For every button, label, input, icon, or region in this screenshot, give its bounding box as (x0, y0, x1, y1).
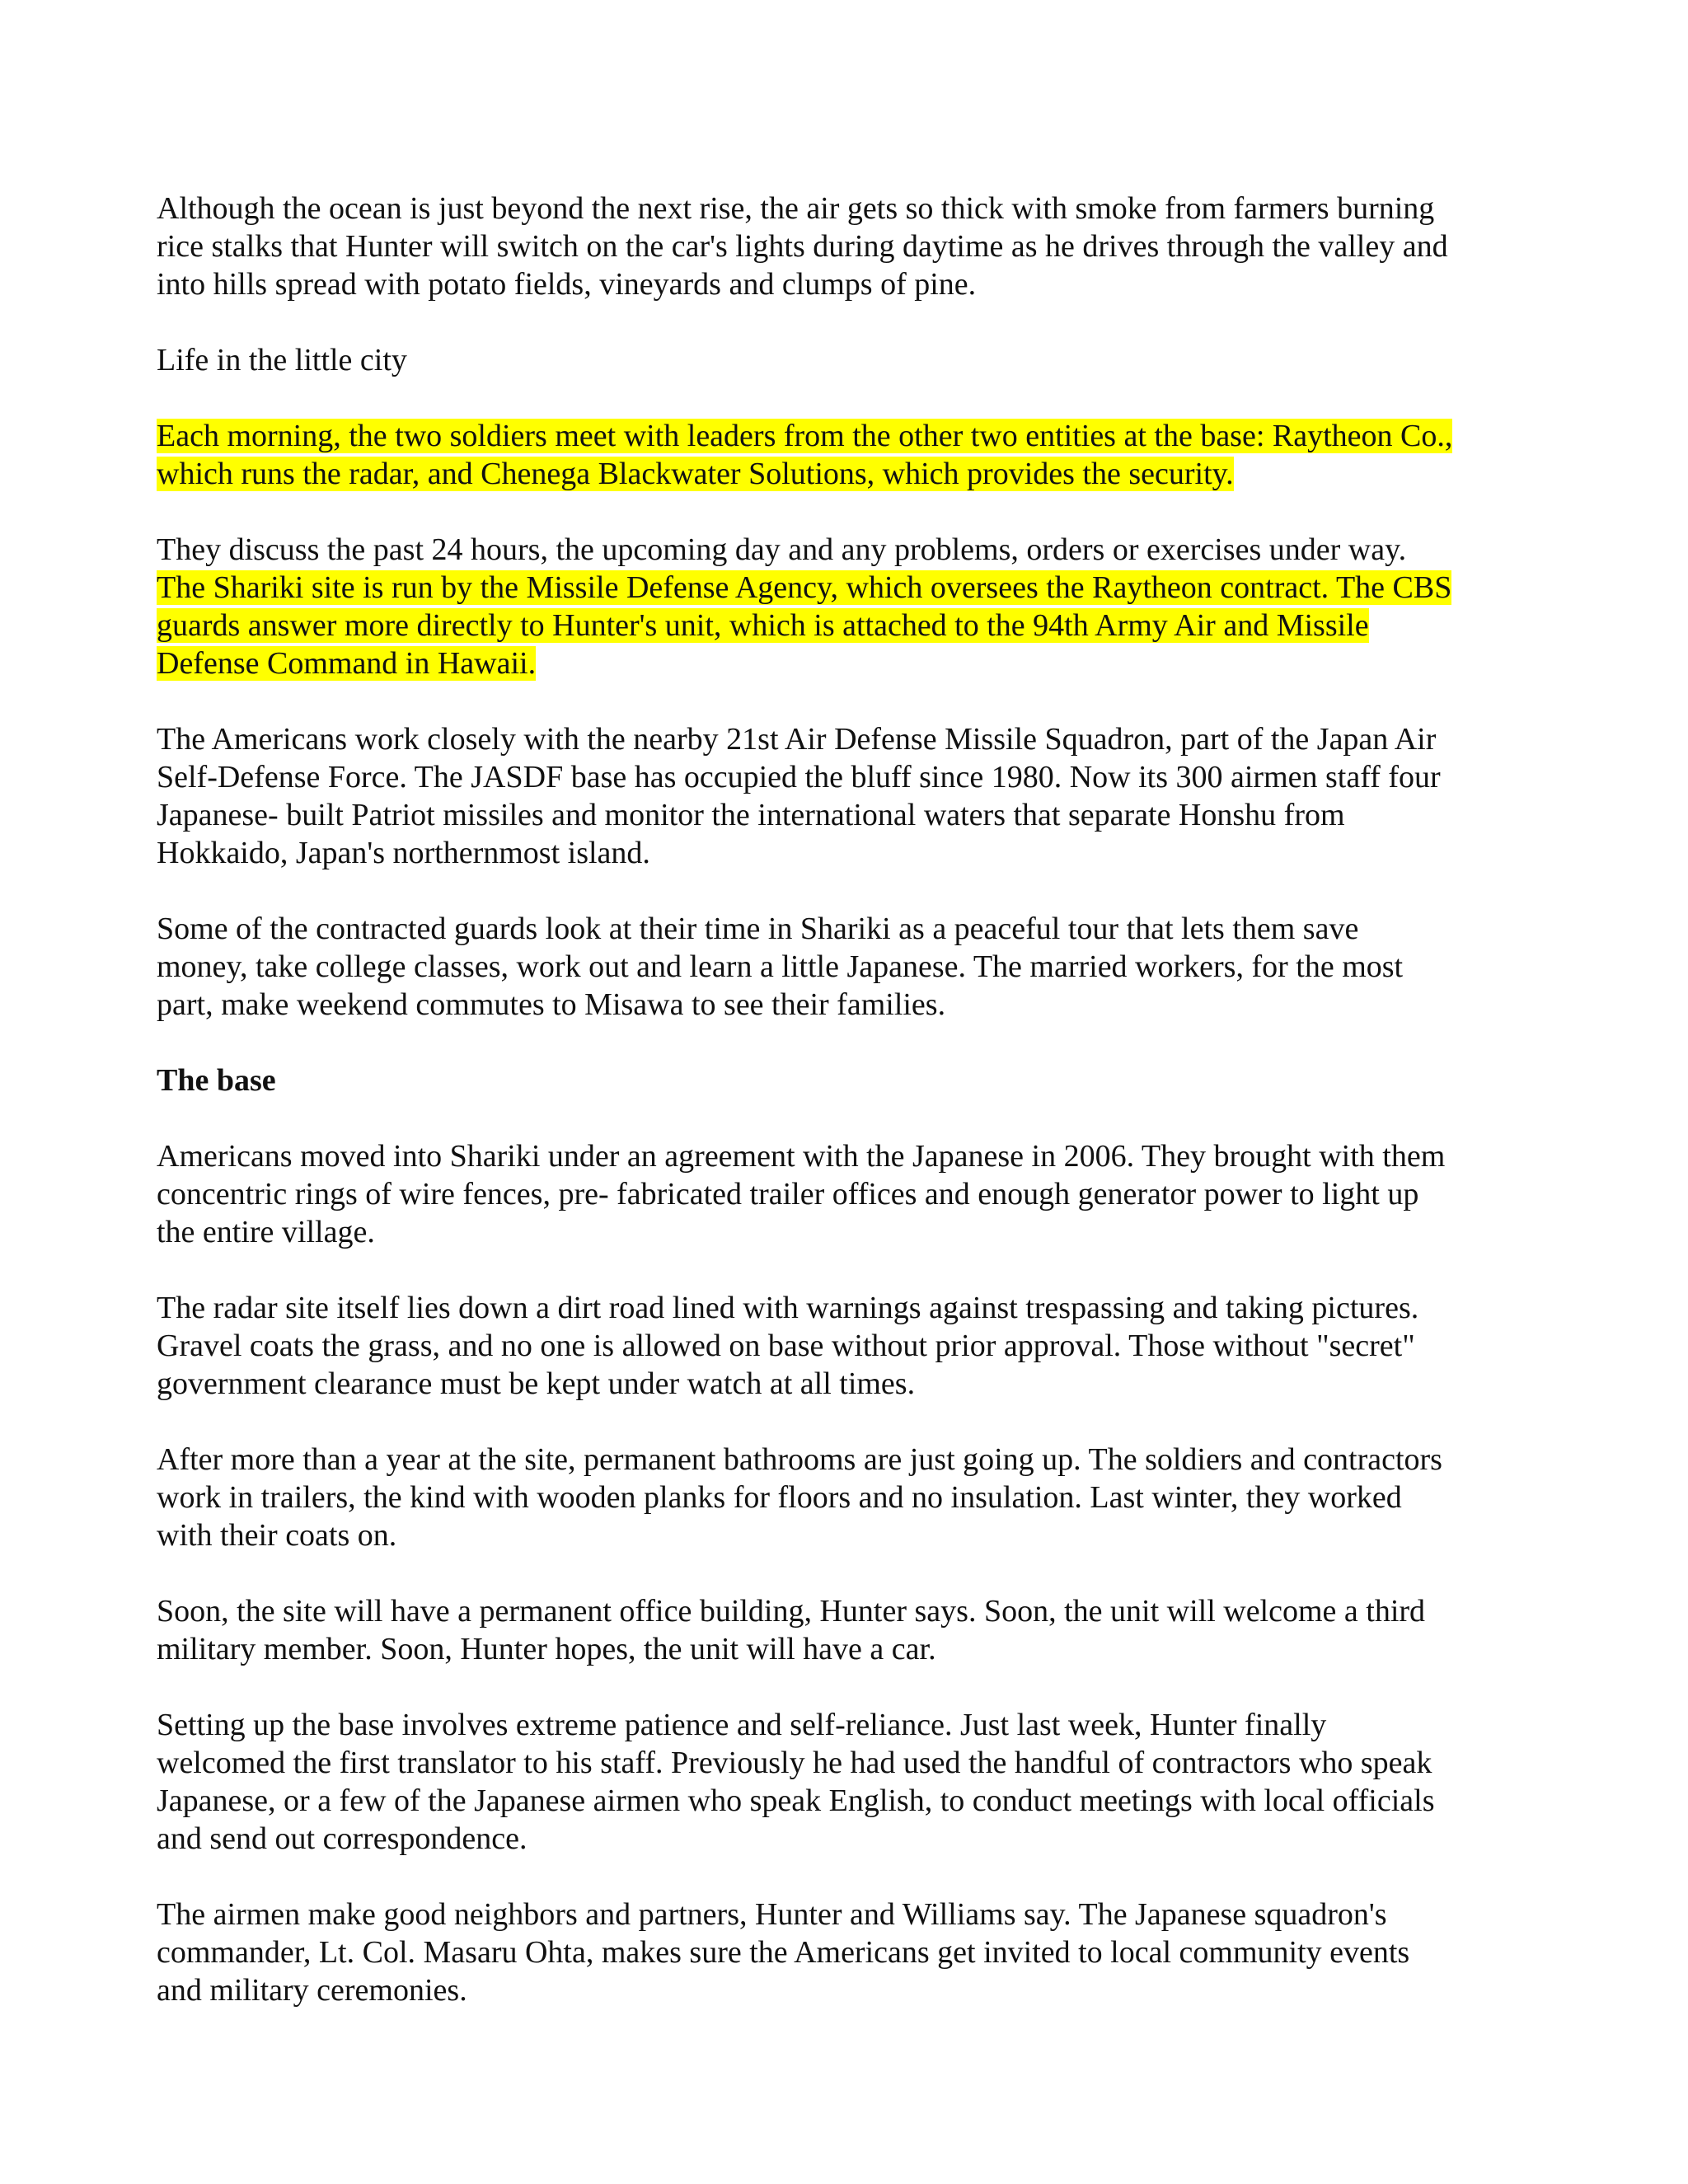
text-line: Japanese, or a few of the Japanese airmen who speak English, to conduct meetings with local officials (157, 1783, 1435, 1818)
paragraph-soon (157, 1592, 1541, 1668)
highlighted-text-line: The Shariki site is run by the Missile Defense Agency, which oversees the Raytheon contract. The CBS (157, 570, 1452, 605)
text-line: and military ceremonies. (157, 1973, 467, 2008)
text-line: money, take college classes, work out and learn a little Japanese. The married workers, for the most (157, 949, 1404, 984)
text-line: rice stalks that Hunter will switch on the car's lights during daytime as he drives through the valley and (157, 229, 1448, 264)
text-line: concentric rings of wire fences, pre- fabricated trailer offices and enough generator power to light up (157, 1177, 1419, 1212)
paragraph-ocean-smoke (157, 190, 1541, 303)
text-line: The radar site itself lies down a dirt road lined with warnings against trespassing and taking pictures. (157, 1291, 1419, 1325)
text-line: Although the ocean is just beyond the next rise, the air gets so thick with smoke from farmers burning (157, 191, 1435, 226)
text-line: The airmen make good neighbors and partners, Hunter and Williams say. The Japanese squadron's (157, 1897, 1387, 1932)
text-line: welcomed the first translator to his staff. Previously he had used the handful of contractors who speak (157, 1746, 1432, 1780)
text-line: The Americans work closely with the nearby 21st Air Defense Missile Squadron, part of the Japan Air (157, 722, 1437, 757)
paragraph-good-neighbors (157, 1896, 1541, 2009)
text-line: Japanese- built Patriot missiles and monitor the international waters that separate Honshu from (157, 798, 1345, 832)
document-page (157, 190, 1541, 2047)
paragraph-morning-meeting-highlighted (157, 417, 1541, 493)
highlighted-passage (157, 569, 1541, 682)
text-line: Hokkaido, Japan's northernmost island. (157, 836, 650, 870)
text-line: After more than a year at the site, permanent bathrooms are just going up. The soldiers and contractors (157, 1442, 1442, 1477)
highlighted-text-line: guards answer more directly to Hunter's unit, which is attached to the 94th Army Air and Missile (157, 608, 1369, 643)
text-line: part, make weekend commutes to Misawa to see their families. (157, 987, 946, 1022)
text-line: Gravel coats the grass, and no one is allowed on base without prior approval. Those without "secret" (157, 1329, 1415, 1363)
text-line: government clearance must be kept under watch at all times. (157, 1366, 916, 1401)
paragraph-jasdf (157, 720, 1541, 872)
text-line: military member. Soon, Hunter hopes, the unit will have a car. (157, 1632, 936, 1666)
text-line: Americans moved into Shariki under an agreement with the Japanese in 2006. They brought with them (157, 1139, 1446, 1174)
paragraph-agreement-2006 (157, 1137, 1541, 1251)
highlighted-text-line: which runs the radar, and Chenega Blackwater Solutions, which provides the security. (157, 457, 1234, 491)
paragraph-contracted-guards (157, 910, 1541, 1024)
text-line: work in trailers, the kind with wooden planks for floors and no insulation. Last winter, they worked (157, 1480, 1402, 1515)
paragraph-discussion (157, 531, 1541, 682)
highlighted-text-line: Defense Command in Hawaii. (157, 646, 537, 681)
paragraph-radar-site (157, 1289, 1541, 1403)
text-line: with their coats on. (157, 1518, 397, 1553)
highlighted-text-line: Each morning, the two soldiers meet with leaders from the other two entities at the base: Raytheon Co., (157, 419, 1453, 453)
text-line: commander, Lt. Col. Masaru Ohta, makes sure the Americans get invited to local community events (157, 1935, 1410, 1970)
text-line: the entire village. (157, 1215, 375, 1249)
text-line: into hills spread with potato fields, vineyards and clumps of pine. (157, 267, 977, 302)
text-line: Self-Defense Force. The JASDF base has occupied the bluff since 1980. Now its 300 airmen staff four (157, 760, 1441, 794)
text-line: Life in the little city (157, 343, 407, 377)
text-line: They discuss the past 24 hours, the upcoming day and any problems, orders or exercises under way. (157, 532, 1407, 567)
text-line: The base (157, 1063, 276, 1098)
text-line: Some of the contracted guards look at their time in Shariki as a peaceful tour that lets them save (157, 912, 1359, 946)
paragraph-translator (157, 1706, 1541, 1858)
paragraph-trailers (157, 1441, 1541, 1554)
text-line: Setting up the base involves extreme patience and self-reliance. Just last week, Hunter finally (157, 1708, 1327, 1742)
section-heading-the-base (157, 1062, 1541, 1099)
text-line: and send out correspondence. (157, 1821, 528, 1856)
text-line: Soon, the site will have a permanent office building, Hunter says. Soon, the unit will welcome a third (157, 1594, 1426, 1629)
section-heading-little-city (157, 341, 1541, 379)
